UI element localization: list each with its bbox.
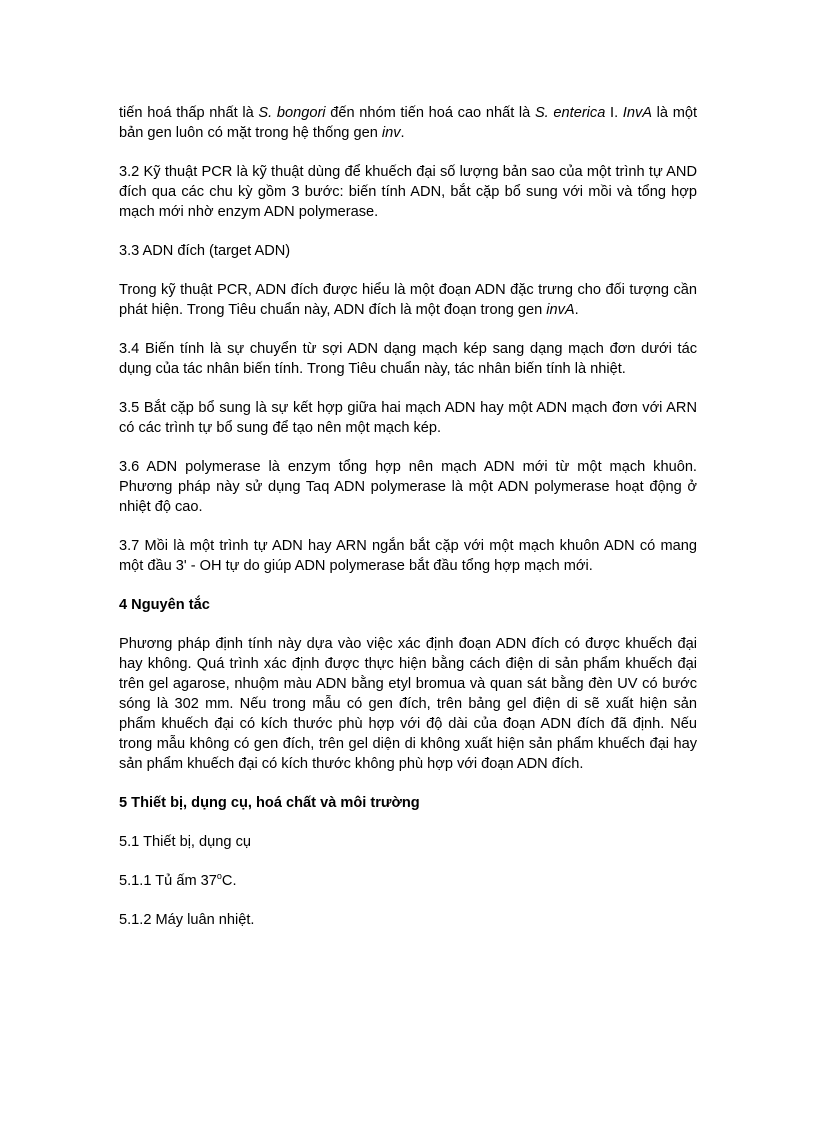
paragraph-3-7: 3.7 Mồi là một trình tự ADN hay ARN ngắn bắt cặp với một mạch khuôn ADN có mang một đầu 3' - OH tự do giúp ADN polymerase bắt đầu tổng hợp mạch mới. — [119, 538, 697, 574]
italic-term: inv — [381, 125, 401, 141]
paragraph-3-2: 3.2 Kỹ thuật PCR là kỹ thuật dùng để khuếch đại số lượng bản sao của một trình tự AND đích qua các chu kỳ gồm 3 bước: biến tính ADN, bắt cặp bổ sung với mồi và tổng hợp mạch mới nhờ enzym ADN polymerase. — [119, 164, 697, 220]
italic-term: S. enterica — [534, 105, 606, 121]
italic-term: InvA — [622, 105, 652, 121]
paragraph-5-1-1: 5.1.1 Tủ ấm 37$^o$C. — [119, 871, 237, 889]
paragraph-target-dna: Trong kỹ thuật PCR, ADN đích được hiểu là một đoạn ADN đặc trưng cho đối tượng cần phát hiện. Trong Tiêu chuẩn này, ADN đích là một đoạn trong gen invA. — [119, 282, 697, 318]
section-heading-4: 4 Nguyên tắc — [119, 597, 210, 613]
section-heading-5: 5 Thiết bị, dụng cụ, hoá chất và môi trường — [119, 795, 420, 811]
paragraph-3-4: 3.4 Biến tính là sự chuyển từ sợi ADN dạng mạch kép sang dạng mạch đơn dưới tác dụng của tác nhân biến tính. Trong Tiêu chuẩn này, tác nhân biến tính là nhiệt. — [119, 341, 697, 377]
paragraph-principle: Phương pháp định tính này dựa vào việc xác định đoạn ADN đích có được khuếch đại hay không. Quá trình xác định được thực hiện bằng cách điện di sản phẩm khuếch đại trên gel agarose, nhuộm màu ADN bằng etyl bromua và quan sát bằng đèn UV có bước sóng là 302 mm. Nếu trong mẫu có gen đích, trên bảng gel điện di sẽ xuất hiện sản phẩm khuếch đại có kích thước phù hợp với độ dài của đoạn ADN đích đã định. Nếu trong mẫu không có gen đích, trên gel diện di không xuất hiện sản phẩm khuếch đại hay sản phẩm khuếch đại có kích thước không phù hợp với đoạn ADN đích. — [119, 636, 697, 772]
paragraph-3-5: 3.5 Bắt cặp bổ sung là sự kết hợp giữa hai mạch ADN hay một ADN mạch đơn với ARN có các trình tự bổ sung để tạo nên một mạch kép. — [119, 400, 697, 436]
paragraph-intro: tiến hoá thấp nhất là S. bongori đến nhóm tiến hoá cao nhất là S. enterica I. InvA là một bản gen luôn có mặt trong hệ thống gen inv. — [119, 105, 698, 141]
paragraph-5-1: 5.1 Thiết bị, dụng cụ — [119, 834, 251, 850]
paragraph-5-1-2: 5.1.2 Máy luân nhiệt. — [119, 912, 255, 928]
paragraph-3-3: 3.3 ADN đích (target ADN) — [119, 243, 291, 259]
italic-term: invA — [546, 302, 575, 318]
paragraph-3-6: 3.6 ADN polymerase là enzym tổng hợp nên mạch ADN mới từ một mạch khuôn. Phương pháp này sử dụng Taq ADN polymerase là một ADN polymerase hoạt động ở nhiệt độ cao. — [119, 459, 697, 515]
document-body — [119, 103, 697, 949]
degree-superscript: o — [216, 871, 222, 882]
italic-term: S. bongori — [258, 105, 326, 121]
